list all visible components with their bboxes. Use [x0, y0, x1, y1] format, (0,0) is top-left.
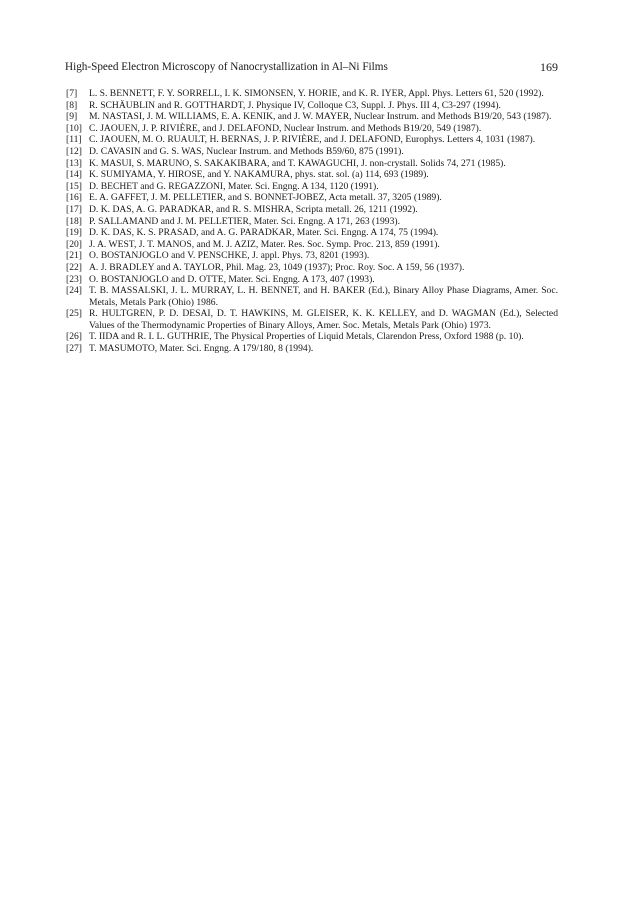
- reference-item: [66, 250, 558, 262]
- reference-text: M. NASTASI, J. M. WILLIAMS, E. A. KENIK, and J. W. MAYER, Nuclear Instrum. and Methods B19/20, 543 (1987).: [89, 111, 552, 123]
- reference-item: [66, 331, 558, 343]
- reference-number: [22]: [66, 261, 82, 273]
- reference-item: [66, 111, 558, 123]
- reference-text: C. JAOUEN, M. O. RUAULT, H. BERNAS, J. P. RIVIÈRE, and J. DELAFOND, Europhys. Letters 4, 1031 (1987).: [89, 134, 536, 146]
- reference-number: [20]: [66, 238, 82, 250]
- reference-item: [66, 274, 558, 286]
- reference-text: D. K. DAS, A. G. PARADKAR, and R. S. MISHRA, Scripta metall. 26, 1211 (1992).: [89, 203, 418, 215]
- reference-item: [66, 181, 558, 193]
- reference-item: [66, 285, 558, 308]
- running-title: High-Speed Electron Microscopy of Nanocrystallization in Al–Ni Films: [65, 61, 388, 73]
- reference-number: [12]: [66, 145, 82, 157]
- reference-list: [66, 88, 558, 355]
- reference-number: [27]: [66, 343, 82, 355]
- reference-text: D. CAVASIN and G. S. WAS, Nuclear Instrum. and Methods B59/60, 875 (1991).: [89, 145, 404, 157]
- reference-number: [10]: [66, 122, 82, 134]
- reference-item: [66, 216, 558, 228]
- reference-item: [66, 169, 558, 181]
- reference-number: [25]: [66, 308, 82, 320]
- reference-item: [66, 134, 558, 146]
- reference-text: D. BECHET and G. REGAZZONI, Mater. Sci. Engng. A 134, 1120 (1991).: [89, 180, 379, 192]
- reference-number: [23]: [66, 273, 82, 285]
- reference-item: [66, 308, 558, 331]
- reference-text: O. BOSTANJOGLO and D. OTTE, Mater. Sci. Engng. A 173, 407 (1993).: [89, 273, 375, 285]
- reference-number: [11]: [66, 134, 82, 146]
- reference-number: [14]: [66, 169, 82, 181]
- reference-number: [9]: [66, 111, 78, 123]
- reference-item: [66, 100, 558, 112]
- reference-text: A. J. BRADLEY and A. TAYLOR, Phil. Mag. 23, 1049 (1937); Proc. Roy. Soc. A 159, 56 (1937).: [89, 261, 465, 273]
- reference-text: D. K. DAS, K. S. PRASAD, and A. G. PARADKAR, Mater. Sci. Engng. A 174, 75 (1994).: [89, 227, 439, 239]
- reference-text: K. MASUI, S. MARUNO, S. SAKAKIBARA, and T. KAWAGUCHI, J. non-crystall. Solids 74, 271 (1985).: [89, 157, 506, 169]
- reference-item: [66, 88, 558, 100]
- reference-item: [66, 204, 558, 216]
- reference-text: C. JAOUEN, J. P. RIVIÈRE, and J. DELAFOND, Nuclear Instrum. and Methods B19/20, 549 (1987).: [89, 122, 482, 134]
- reference-text: K. SUMIYAMA, Y. HIROSE, and Y. NAKAMURA, phys. stat. sol. (a) 114, 693 (1989).: [89, 169, 429, 181]
- page-number: 169: [540, 60, 558, 74]
- reference-item: [66, 262, 558, 274]
- reference-text: P. SALLAMAND and J. M. PELLETIER, Mater. Sci. Engng. A 171, 263 (1993).: [89, 215, 400, 227]
- reference-number: [24]: [66, 285, 82, 297]
- reference-item: [66, 123, 558, 135]
- reference-text: T. MASUMOTO, Mater. Sci. Engng. A 179/180, 8 (1994).: [89, 343, 314, 355]
- reference-number: [21]: [66, 250, 82, 262]
- reference-number: [16]: [66, 192, 82, 204]
- reference-text: R. HULTGREN, P. D. DESAI, D. T. HAWKINS, M. GLEISER, K. K. KELLEY, and D. WAGMAN (Ed.), Selected Values of the Thermodynamic Properties of Binary Alloys, Amer. Soc. Metals, Metals Park (Ohio) 1973.: [89, 308, 558, 331]
- reference-item: [66, 227, 558, 239]
- reference-text: E. A. GAFFET, J. M. PELLETIER, and S. BONNET-JOBEZ, Acta metall. 37, 3205 (1989).: [89, 192, 442, 204]
- reference-text: L. S. BENNETT, F. Y. SORRELL, I. K. SIMONSEN, Y. HORIE, and K. R. IYER, Appl. Phys. Letters 61, 520 (1992).: [89, 88, 544, 99]
- reference-item: [66, 158, 558, 170]
- reference-text: O. BOSTANJOGLO and V. PENSCHKE, J. appl. Phys. 73, 8201 (1993).: [89, 250, 370, 262]
- reference-item: [66, 239, 558, 251]
- reference-text: R. SCHÄUBLIN and R. GOTTHARDT, J. Physique IV, Colloque C3, Suppl. J. Phys. III 4, C3-297 (1994).: [89, 99, 501, 111]
- reference-text: T. B. MASSALSKI, J. L. MURRAY, L. H. BENNET, and H. BAKER (Ed.), Binary Alloy Phase Diagrams, Amer. Soc. Metals, Metals Park (Ohio) 1986.: [89, 285, 558, 308]
- reference-number: [13]: [66, 157, 82, 169]
- reference-item: [66, 146, 558, 158]
- reference-number: [19]: [66, 227, 82, 239]
- reference-number: [8]: [66, 99, 78, 111]
- reference-number: [26]: [66, 331, 82, 343]
- reference-item: [66, 192, 558, 204]
- reference-number: [17]: [66, 203, 82, 215]
- reference-number: [15]: [66, 180, 82, 192]
- reference-text: J. A. WEST, J. T. MANOS, and M. J. AZIZ, Mater. Res. Soc. Symp. Proc. 213, 859 (1991).: [89, 238, 440, 250]
- reference-item: [66, 343, 558, 355]
- reference-text: T. IIDA and R. I. L. GUTHRIE, The Physical Properties of Liquid Metals, Clarendon Press, Oxford 1988 (p. 10).: [89, 331, 524, 343]
- reference-number: [18]: [66, 215, 82, 227]
- reference-number: [7]: [66, 88, 78, 99]
